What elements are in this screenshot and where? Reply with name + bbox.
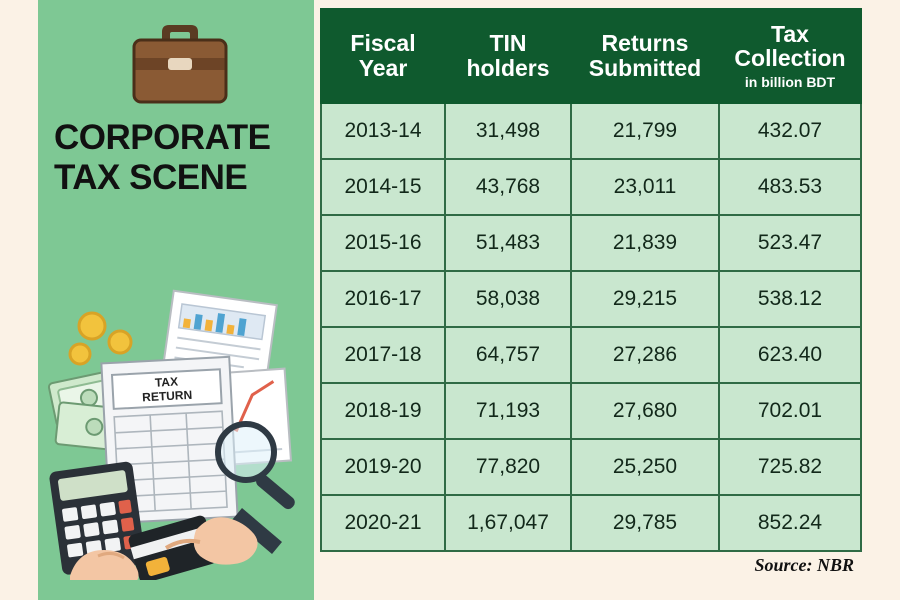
source-credit: Source: NBR: [754, 555, 854, 575]
cell-fiscal-year: 2016-17: [321, 271, 445, 327]
table-header: [321, 9, 861, 103]
corporate-tax-table: [320, 8, 862, 552]
table-row: [321, 327, 861, 383]
svg-text:RETURN: RETURN: [141, 387, 193, 405]
cell-returns-submitted: 27,286: [571, 327, 719, 383]
table-header-row: [321, 9, 861, 103]
cell-tax-collection: 702.01: [719, 383, 861, 439]
table-row: [321, 215, 861, 271]
page-title: [54, 118, 314, 197]
cell-tax-collection: 852.24: [719, 495, 861, 551]
cell-tin-holders: 31,498: [445, 103, 571, 159]
column-header-tax-collection-label: Tax Collection: [734, 20, 846, 72]
column-header-fiscal-year-label: Fiscal Year: [350, 30, 416, 81]
cell-fiscal-year: 2014-15: [321, 159, 445, 215]
cell-tin-holders: 58,038: [445, 271, 571, 327]
tax-table-container: [320, 8, 860, 578]
column-header-tax-collection: [719, 9, 861, 103]
cell-tin-holders: 64,757: [445, 327, 571, 383]
column-header-tax-collection-unit: in billion BDT: [744, 74, 836, 91]
svg-text:TAX: TAX: [154, 374, 179, 390]
cell-tax-collection: 483.53: [719, 159, 861, 215]
column-header-tin-holders-label: TIN holders: [466, 30, 550, 81]
left-panel: [38, 0, 314, 600]
tax-return-desk-illustration: [46, 280, 314, 580]
table-row: [321, 103, 861, 159]
cell-fiscal-year: 2019-20: [321, 439, 445, 495]
cell-tax-collection: 432.07: [719, 103, 861, 159]
cell-returns-submitted: 29,215: [571, 271, 719, 327]
cell-tax-collection: 725.82: [719, 439, 861, 495]
briefcase-icon: [128, 18, 232, 110]
column-header-fiscal-year: [321, 9, 445, 103]
cell-returns-submitted: 25,250: [571, 439, 719, 495]
cell-fiscal-year: 2018-19: [321, 383, 445, 439]
cell-tin-holders: 1,67,047: [445, 495, 571, 551]
table-row: [321, 271, 861, 327]
table-body: [321, 103, 861, 551]
cell-tax-collection: 623.40: [719, 327, 861, 383]
page-title-line-1: CORPORATE: [54, 118, 271, 157]
cell-fiscal-year: 2017-18: [321, 327, 445, 383]
column-header-returns-submitted: [571, 9, 719, 103]
cell-tax-collection: 538.12: [719, 271, 861, 327]
cell-returns-submitted: 27,680: [571, 383, 719, 439]
column-header-returns-submitted-label: Returns Submitted: [588, 30, 702, 81]
table-row: [321, 495, 861, 551]
cell-tin-holders: 71,193: [445, 383, 571, 439]
table-row: [321, 159, 861, 215]
cell-fiscal-year: 2015-16: [321, 215, 445, 271]
cell-returns-submitted: 21,839: [571, 215, 719, 271]
cell-tax-collection: 523.47: [719, 215, 861, 271]
cell-fiscal-year: 2020-21: [321, 495, 445, 551]
page-title-line-2: TAX SCENE: [54, 157, 248, 197]
cell-returns-submitted: 23,011: [571, 159, 719, 215]
cell-fiscal-year: 2013-14: [321, 103, 445, 159]
cell-returns-submitted: 29,785: [571, 495, 719, 551]
table-row: [321, 439, 861, 495]
cell-tin-holders: 77,820: [445, 439, 571, 495]
cell-tin-holders: 43,768: [445, 159, 571, 215]
cell-returns-submitted: 21,799: [571, 103, 719, 159]
cell-tin-holders: 51,483: [445, 215, 571, 271]
column-header-tin-holders: [445, 9, 571, 103]
table-row: [321, 383, 861, 439]
